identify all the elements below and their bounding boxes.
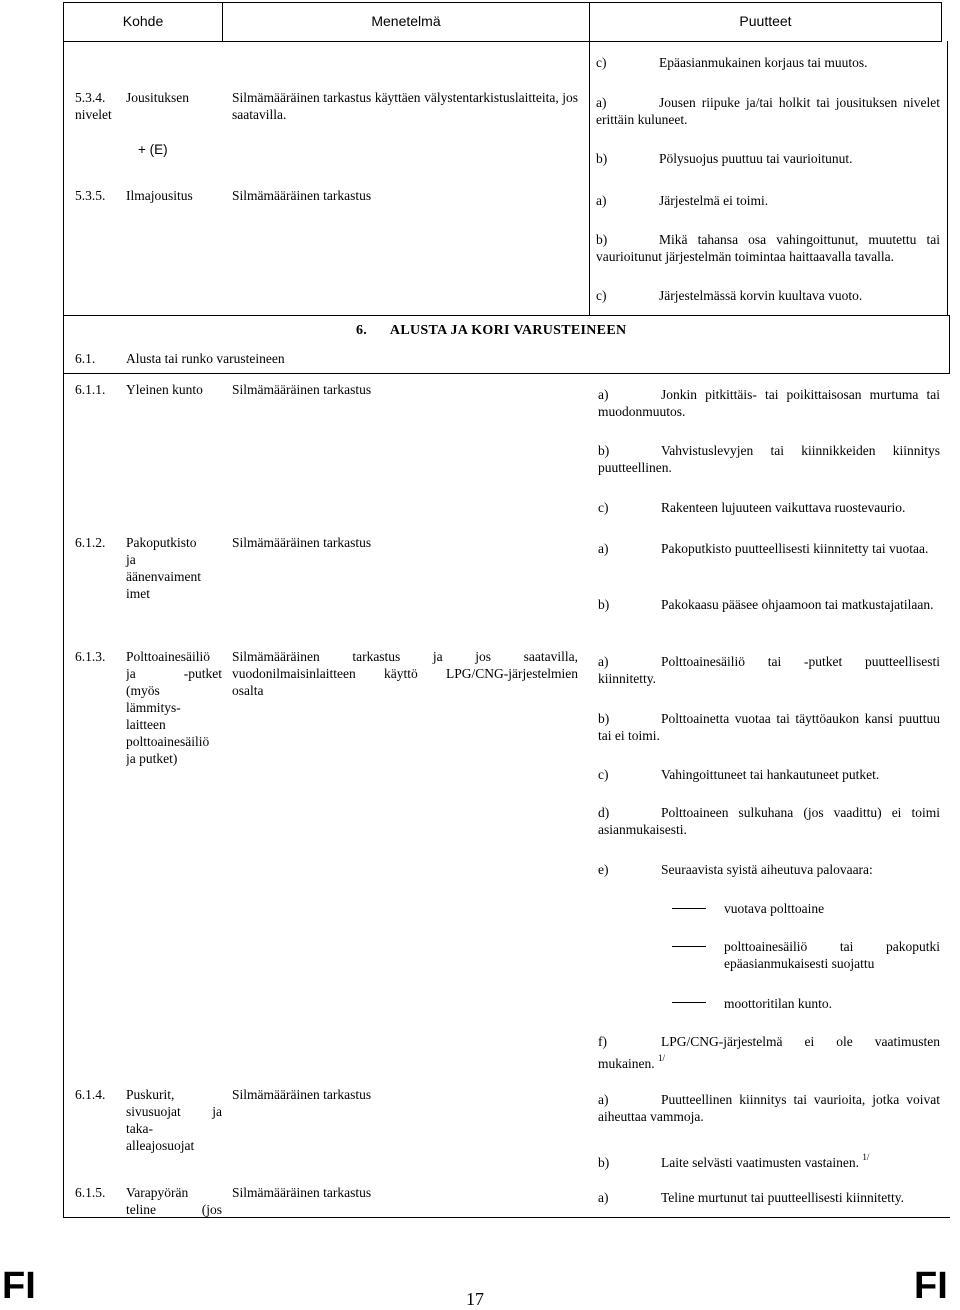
dash-bullet	[672, 908, 706, 909]
defect-item: b) Mikä tahansa osa vahingoittunut, muutettu tai vaurioitunut järjestelmän toimintaa haittaavalla tavalla.	[596, 232, 940, 264]
section6-top-border	[63, 315, 950, 316]
item-title: Puskurit, sivusuojat ja taka- alleajosuojat	[126, 1087, 222, 1153]
defect-item: c) Epäasianmukainen korjaus tai muutos.	[596, 55, 868, 70]
section-heading: 6. ALUSTA JA KORI VARUSTEINEEN	[356, 323, 627, 338]
header-right-border	[941, 2, 942, 42]
item-title: Jousituksen nivelet	[75, 90, 190, 122]
defect-item: d) Polttoaineen sulkuhana (jos vaadittu) ei toimi asianmukaisesti.	[598, 805, 940, 837]
item-code: 6.1.	[75, 351, 96, 366]
defect-item: a) Polttoainesäiliö tai -putket puutteellisesti kiinnitetty.	[598, 654, 940, 686]
method-text: Silmämääräinen tarkastus	[232, 382, 372, 397]
defect-item: a) Jousen riipuke ja/tai holkit tai jousituksen nivelet erittäin kuluneet.	[596, 95, 940, 127]
method-text: Silmämääräinen tarkastus	[232, 535, 372, 550]
defect-item: a) Jonkin pitkittäis- tai poikittaisosan murtuma tai muodonmuutos.	[598, 387, 940, 419]
defect-item: b) Pölysuojus puuttuu tai vaurioitunut.	[596, 151, 853, 166]
header-kohde: Kohde	[122, 13, 164, 29]
sub-list-item: polttoainesäiliö tai pakoputki epäasianmukaisesti suojattu	[724, 939, 940, 971]
defect-item: c) Rakenteen lujuuteen vaikuttava ruostevaurio.	[598, 500, 906, 515]
table-left-border	[63, 2, 64, 1218]
method-text: Silmämääräinen tarkastus	[232, 1087, 372, 1102]
defect-item: b) Vahvistuslevyjen tai kiinnikkeiden kiinnitys puutteellinen.	[598, 443, 940, 475]
item-title: Yleinen kunto	[126, 382, 203, 397]
item-title: Ilmajousitus	[126, 188, 193, 203]
item-title: Polttoainesäiliö ja -putket (myös lämmitys- laitteen polttoainesäiliö ja putket)	[126, 649, 222, 766]
defect-item: c) Järjestelmässä korvin kuultava vuoto.	[596, 288, 863, 303]
section6-right-border	[949, 315, 950, 374]
table-top-border	[63, 2, 941, 3]
item-title: Alusta tai runko varusteineen	[126, 351, 285, 366]
item-title: Pakoputkisto ja äänenvaiment imet	[126, 535, 201, 601]
item-code: 6.1.4.	[75, 1087, 106, 1102]
sub-list-item: vuotava polttoaine	[724, 901, 825, 916]
defect-item: b) Pakokaasu pääsee ohjaamoon tai matkustajatilaan.	[598, 597, 934, 612]
defect-item: b) Polttoainetta vuotaa tai täyttöaukon kansi puuttuu tai ei toimi.	[598, 711, 940, 743]
header-bottom-border	[63, 41, 941, 42]
method-text: Silmämääräinen tarkastus	[232, 188, 372, 203]
dash-bullet	[672, 1002, 706, 1003]
defect-item: a) Puutteellinen kiinnitys tai vaurioita, jotka voivat aiheuttaa vammoja.	[598, 1092, 940, 1124]
item-code: 5.3.4.	[75, 90, 106, 105]
defect-item: a) Pakoputkisto puutteellisesti kiinnitetty tai vuotaa.	[598, 541, 929, 556]
item-tag: + (E)	[138, 142, 168, 157]
header-menetelma: Menetelmä	[371, 13, 441, 29]
footer-language-right: FI	[914, 1265, 948, 1307]
method-text: Silmämääräinen tarkastus ja jos saatavilla, vuodonilmaisinlaitteen käyttö LPG/CNG-järjestelmien osalta	[232, 649, 578, 698]
defect-item: c) Vahingoittuneet tai hankautuneet putket.	[598, 767, 880, 782]
section6-bottom-border	[63, 373, 950, 374]
item-code: 6.1.3.	[75, 649, 106, 664]
defect-item: a) Teline murtunut tai puutteellisesti kiinnitetty.	[598, 1190, 905, 1205]
footnote-ref: 1/	[862, 1152, 870, 1162]
footnote-ref: 1/	[658, 1053, 666, 1063]
header-puutteet: Puutteet	[739, 13, 792, 29]
method-text: Silmämääräinen tarkastus	[232, 1185, 372, 1200]
item-code: 6.1.5.	[75, 1185, 106, 1200]
page-number: 17	[466, 1289, 484, 1309]
upper-col-divider	[589, 42, 590, 316]
sub-list-item: moottoritilan kunto.	[724, 996, 832, 1011]
method-text: Silmämääräinen tarkastus käyttäen välystentarkistuslaitteita, jos saatavilla.	[232, 90, 578, 122]
dash-bullet	[672, 946, 706, 947]
item-code: 6.1.1.	[75, 382, 106, 397]
defect-item: a) Järjestelmä ei toimi.	[596, 193, 769, 208]
defect-item: b) Laite selvästi vaatimusten vastainen. $^{1/}$	[598, 1152, 870, 1170]
item-code: 5.3.5.	[75, 188, 106, 203]
item-title: Varapyörän teline (jos	[126, 1185, 222, 1217]
defect-item: f) LPG/CNG-järjestelmä ei ole vaatimusten mukainen. $^{1/}$	[598, 1034, 940, 1071]
item-code: 6.1.2.	[75, 535, 106, 550]
defect-item: e) Seuraavista syistä aiheutuva palovaara:	[598, 862, 873, 877]
footer-language-left: FI	[2, 1265, 36, 1307]
upper-right-border	[947, 41, 948, 315]
